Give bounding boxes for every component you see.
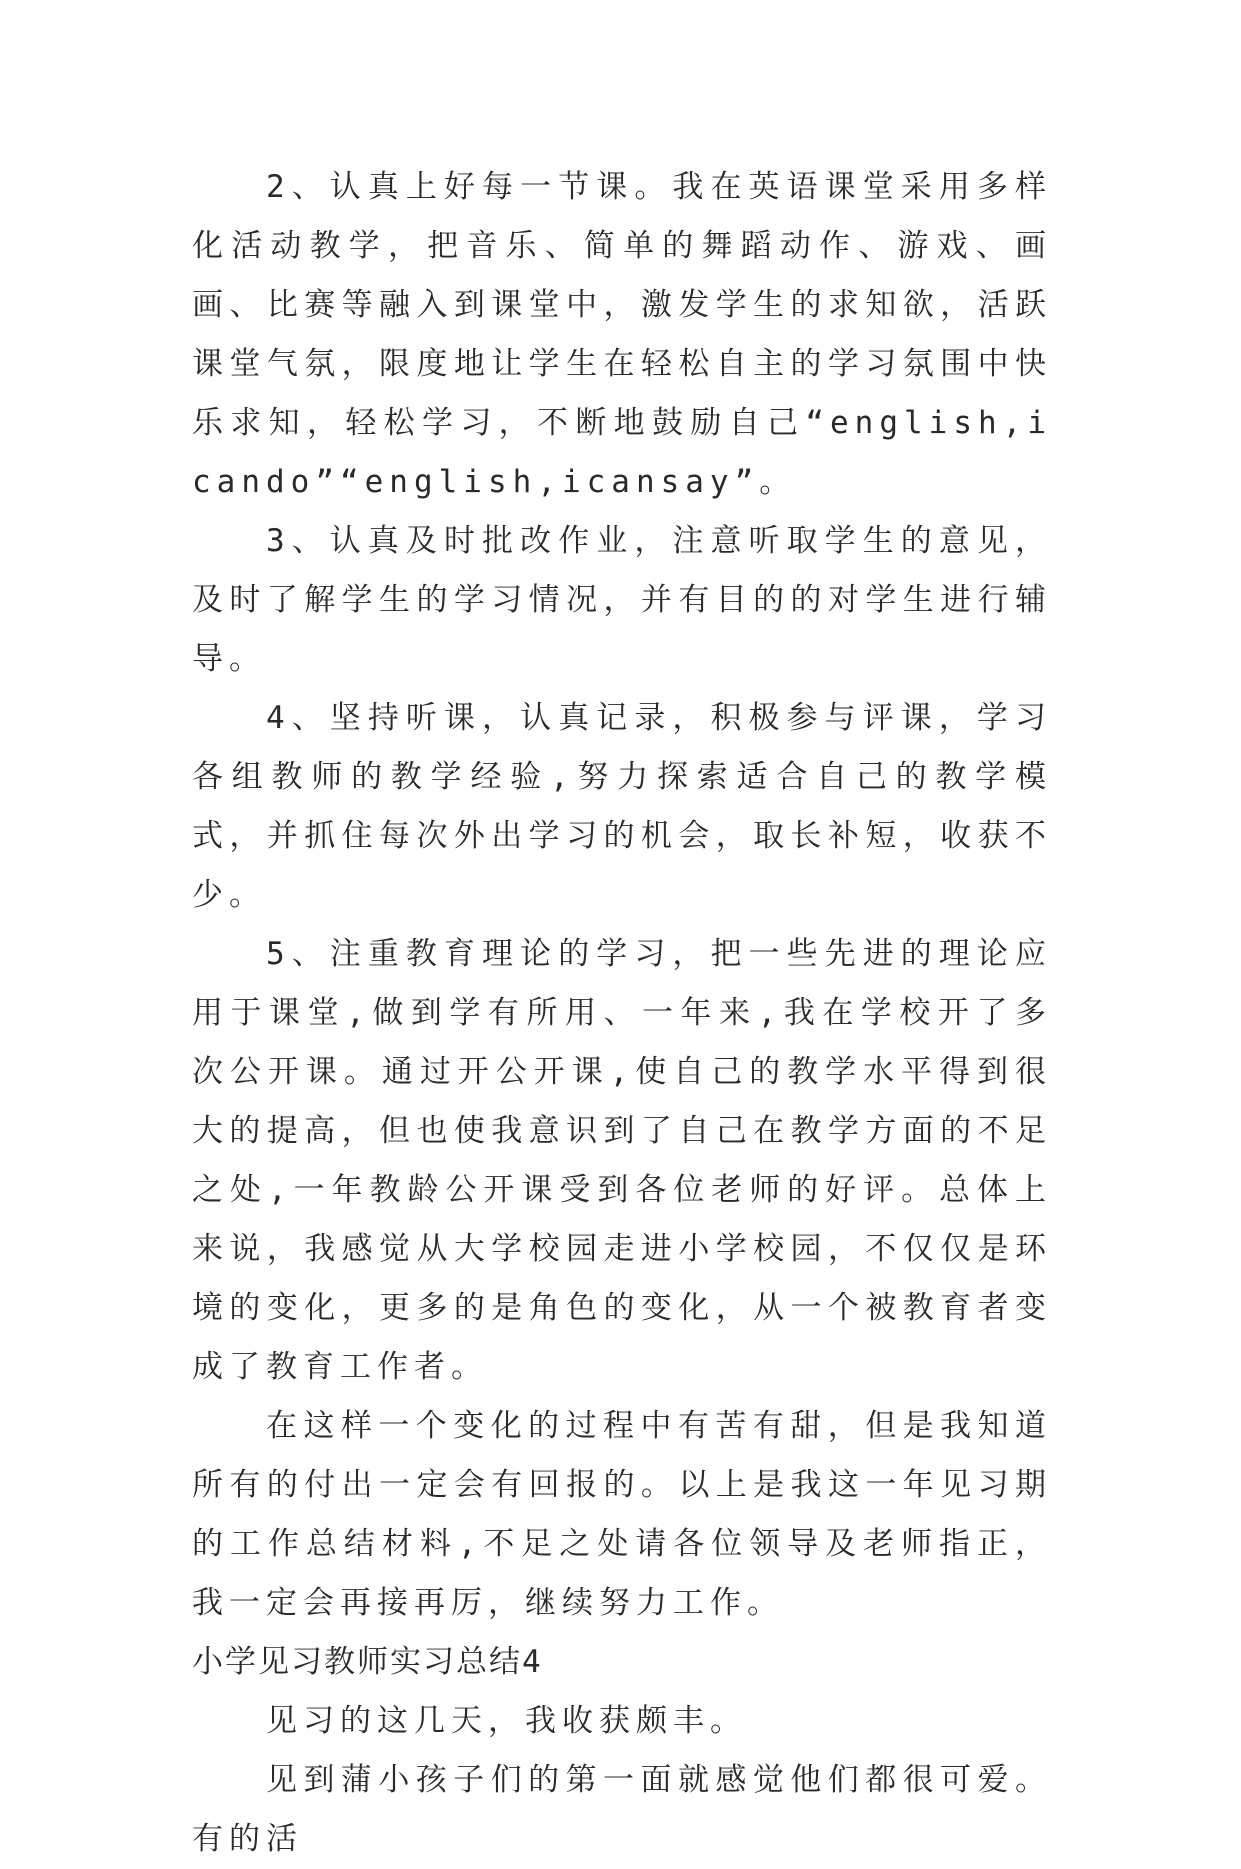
paragraph-item-4: 4、坚持听课，认真记录，积极参与评课，学习各组教师的教学经验,努力探索适合自己的教学模式，并抓住每次外出学习的机会，取长补短，收获不少。 [192, 700, 1052, 913]
paragraph-item-5: 5、注重教育理论的学习，把一些先进的理论应用于课堂,做到学有所用、一年来,我在学校开了多次公开课。通过开公开课,使自己的教学水平得到很大的提高，但也使我意识到了自己在教学方面的不足之处,一年教龄公开课受到各位老师的好评。总体上来说，我感觉从大学校园走进小学校园，不仅仅是环境的变化，更多的是角色的变化，从一个被教育者变成了教育工作者。 [192, 936, 1052, 1385]
paragraph-item-2: 2、认真上好每一节课。我在英语课堂采用多样化活动教学，把音乐、简单的舞蹈动作、游戏、画画、比赛等融入到课堂中，激发学生的求知欲，活跃课堂气氛，限度地让学生在轻松自主的学习氛围中快乐求知，轻松学习，不断地鼓励自己“english,icando”“english,icansay”。 [192, 169, 1052, 500]
section-title: 小学见习教师实习总结4 [192, 1644, 543, 1680]
closing-paragraph: 在这样一个变化的过程中有苦有甜，但是我知道所有的付出一定会有回报的。以上是我这一年见习期的工作总结材料,不足之处请各位领导及老师指正，我一定会再接再厉，继续努力工作。 [192, 1408, 1052, 1621]
section-paragraph-continued: 见到蒲小孩子们的第一面就感觉他们都很可爱。有的活 [192, 1762, 1052, 1857]
section-paragraph-intro: 见习的这几天，我收获颇丰。 [266, 1703, 747, 1739]
paragraph-item-3: 3、认真及时批改作业，注意听取学生的意见，及时了解学生的学习情况，并有目的的对学生进行辅导。 [192, 523, 1052, 677]
document-body [192, 158, 1052, 1869]
